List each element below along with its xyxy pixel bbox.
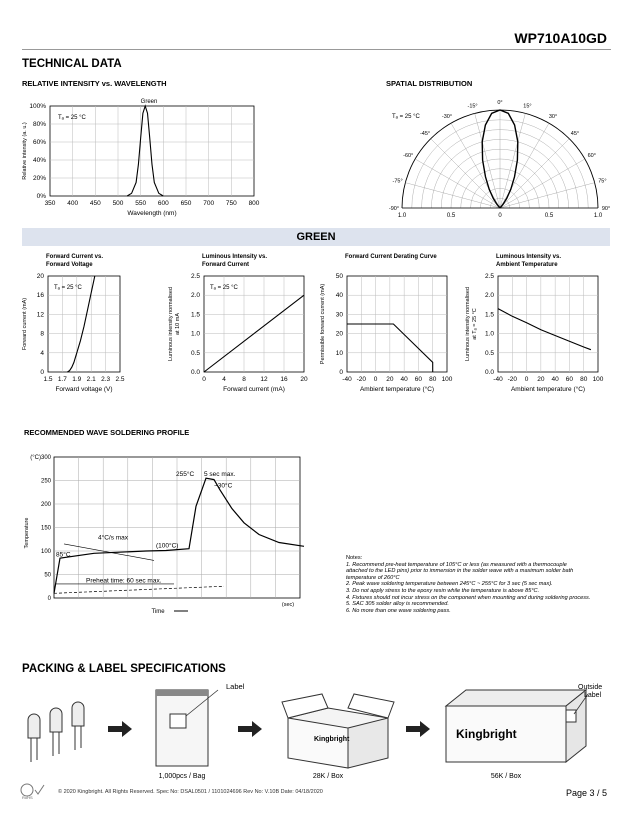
angle-label: 90° — [601, 206, 611, 212]
x-axis-label: Wavelength (nm) — [127, 210, 177, 217]
box2-brand: Kingbright — [456, 727, 517, 741]
angle-label: 0° — [497, 100, 503, 106]
y-axis-label: at Tₐ = 25 °C — [472, 308, 478, 340]
x-tick-label: 350 — [44, 200, 56, 207]
x-axis-label: Ambient temperature (°C) — [510, 386, 586, 393]
x-tick-label: 400 — [67, 200, 79, 207]
y-tick-label: 40 — [335, 292, 343, 300]
condition-label: Tₐ = 25 °C — [210, 285, 238, 291]
x-tick-label: 0 — [202, 376, 206, 383]
y-tick-label: 16 — [36, 292, 44, 300]
box-28k-icon — [282, 694, 394, 768]
rohs-icon — [20, 782, 50, 800]
ramp-annotation: 4°C/s max — [98, 534, 129, 542]
y-tick-label: 50 — [44, 572, 51, 579]
x-tick-label: 550 — [135, 200, 147, 207]
radial-tick-label: 0.5 — [544, 213, 554, 219]
y-tick-label: 0 — [40, 369, 44, 376]
chart-title: Luminous Intensity vs. — [202, 254, 268, 260]
y-axis-label: Relative intensity (a. u.) — [22, 122, 28, 180]
x-axis-label: Forward voltage (V) — [55, 386, 113, 393]
x-tick-label: 20 — [386, 376, 394, 383]
soldering-notes — [346, 555, 616, 614]
chart-title: Ambient Temperature — [496, 262, 558, 268]
box1-caption: 28K / Box — [312, 773, 344, 780]
condition-label: Tₐ = 25 °C — [392, 114, 420, 120]
x-tick-label: 8 — [242, 376, 246, 383]
packing-illustration — [18, 680, 618, 780]
y-tick-label: 100% — [29, 103, 46, 110]
y-tick-label: 0 — [47, 596, 51, 602]
x-tick-label: 650 — [180, 200, 192, 207]
y-tick-label: 2.5 — [190, 273, 200, 280]
series-line — [127, 106, 163, 196]
radial-tick-label: 1.0 — [593, 213, 603, 219]
x-tick-label: 750 — [225, 200, 237, 207]
luminous-vs-temperature-chart — [463, 250, 613, 400]
note-item: 6. No more than one wave soldering pass. — [346, 607, 451, 614]
angle-label: 15° — [523, 103, 532, 110]
notes-title: Notes: — [346, 555, 363, 561]
preheat-temp-annotation: (100°C) — [156, 542, 179, 550]
plot-frame — [498, 276, 598, 372]
led-icons — [28, 702, 84, 762]
part-number: WP710A10GD — [514, 30, 607, 46]
angle-label: -30° — [441, 114, 453, 121]
epoxy-temp-annotation: 85°C — [56, 551, 71, 559]
y-tick-label: 50 — [335, 273, 343, 280]
x-tick-label: 2.3 — [101, 376, 111, 383]
current-derating-chart — [316, 250, 466, 400]
angle-label: 60° — [587, 153, 596, 159]
x-tick-label: 20 — [537, 376, 545, 383]
note-item: temperature of 260°C — [346, 574, 400, 581]
cooldown-dashed-line — [54, 586, 224, 593]
angle-label: 30° — [548, 114, 558, 121]
soldering-profile-chart — [18, 425, 338, 620]
x-tick-label: 2.5 — [115, 376, 125, 383]
angle-label: 45° — [570, 131, 580, 138]
box-56k-icon — [446, 690, 586, 762]
y-tick-label: 150 — [40, 525, 51, 532]
forward-current-voltage-chart — [18, 250, 158, 400]
outside-label-line2: Label — [584, 692, 602, 699]
x-tick-label: 12 — [260, 376, 268, 383]
radial-tick-label: 1.0 — [397, 213, 407, 219]
chart-title: Luminous Intensity vs. — [496, 254, 562, 260]
angle-label: -15° — [467, 103, 478, 110]
x-tick-label: -40 — [493, 376, 503, 383]
x-tick-label: -40 — [342, 376, 352, 383]
y-tick-label: 20 — [335, 330, 343, 338]
spatial-distribution-chart — [380, 74, 616, 224]
y-tick-label: 2.0 — [190, 292, 200, 300]
y-tick-label: 20 — [36, 273, 44, 280]
x-tick-label: 40 — [400, 376, 408, 383]
polar-spoke — [500, 183, 595, 208]
x-tick-label: 2.1 — [86, 376, 96, 383]
y-tick-label: 80% — [32, 121, 46, 128]
y-tick-label: 40% — [32, 157, 46, 164]
note-item: 1. Recommend pre-heat temperature of 105°C or less (as measured with a thermocouple — [346, 561, 567, 568]
x-axis-label: Time — [151, 609, 165, 615]
y-tick-label: 8 — [40, 330, 44, 338]
x-tick-label: 80 — [580, 376, 588, 383]
chart-title: SPATIAL DISTRIBUTION — [386, 79, 473, 88]
arrow-icon — [238, 721, 262, 737]
y-tick-label: 30 — [335, 311, 343, 319]
x-tick-label: 0 — [373, 376, 378, 383]
x-tick-label: 100 — [592, 376, 604, 383]
condition-label: Tₐ = 25 °C — [54, 285, 82, 291]
temperature-curve — [54, 478, 304, 593]
polar-spoke — [431, 139, 500, 208]
y-axis-label: Luminous intensity normalised — [465, 287, 471, 361]
angle-label: -90° — [388, 206, 400, 212]
bag-seal — [156, 690, 208, 696]
y-tick-label: 250 — [40, 478, 51, 485]
x-tick-label: 4 — [222, 376, 226, 383]
rohs-text: RoHS — [22, 795, 33, 800]
label-callout: Label — [226, 682, 245, 691]
condition-label: Tₐ = 25 °C — [58, 115, 86, 121]
x-tick-label: 40 — [551, 376, 559, 383]
y-tick-label: 1.5 — [484, 311, 494, 319]
chart-title: RECOMMENDED WAVE SOLDERING PROFILE — [24, 428, 190, 437]
y-tick-label: 60% — [32, 139, 46, 146]
arrow-icon — [108, 721, 132, 737]
note-item: attached to the LED pins) prior to immersion in the solder wave with a maximum solder bath — [346, 568, 574, 575]
y-tick-label: 0% — [36, 193, 46, 200]
y-tick-label: 1.5 — [190, 311, 200, 319]
x-tick-label: 0 — [524, 376, 529, 383]
x-tick-label: 700 — [203, 200, 215, 207]
y-tick-label: 2.5 — [484, 273, 494, 280]
y-axis-label: at 10 mA — [175, 312, 181, 336]
x-tick-label: 100 — [441, 376, 453, 383]
box2-caption: 56K / Box — [490, 773, 522, 780]
x-axis-label: Forward current (mA) — [223, 386, 285, 393]
y-tick-label: 12 — [36, 311, 44, 319]
angle-label: -60° — [403, 153, 414, 159]
x-tick-label: 600 — [157, 200, 169, 207]
slope-arrow — [64, 544, 154, 560]
angle-label: 75° — [598, 178, 607, 185]
y-tick-label: 20% — [32, 175, 46, 182]
polar-spoke — [405, 183, 500, 208]
luminous-vs-current-chart — [166, 250, 316, 400]
relative-intensity-chart — [16, 74, 276, 222]
y-tick-label: 1.0 — [190, 330, 200, 338]
x-tick-label: 1.5 — [43, 376, 53, 383]
note-item: 3. Do not apply stress to the epoxy resin while the temperature is above 85°C. — [346, 587, 540, 594]
arrow-icon — [406, 721, 430, 737]
x-axis-label: Ambient temperature (°C) — [359, 386, 435, 393]
preheat-time-annotation: Preheat time: 60 sec max. — [86, 577, 162, 585]
polar-spoke — [500, 113, 525, 208]
y-tick-label: 2.0 — [484, 292, 494, 300]
y-axis-label: Forward current (mA) — [22, 297, 28, 351]
delta-annotation: ~30°C — [214, 482, 233, 490]
footer-text: © 2020 Kingbright. All Rights Reserved. Spec No: DSAL0501 / 1101024696 Rev No: V.10B Date: 04/18/2020 — [58, 789, 323, 795]
led-icon — [72, 702, 84, 750]
chart-title: RELATIVE INTENSITY vs. WAVELENGTH — [22, 79, 167, 88]
green-section-bar — [22, 228, 610, 246]
y-axis-label: Temperature — [24, 517, 30, 549]
packing-title: PACKING & LABEL SPECIFICATIONS — [22, 663, 226, 675]
x-tick-label: 16 — [280, 376, 288, 383]
y-tick-label: (°C)300 — [30, 455, 51, 461]
led-icon — [28, 714, 40, 762]
y-tick-label: 0.5 — [190, 349, 200, 357]
page-number: Page 3 / 5 — [565, 788, 607, 798]
chart-title: Forward Current vs. — [46, 254, 104, 260]
polar-spoke — [475, 113, 500, 208]
chart-title: Forward Voltage — [46, 262, 93, 268]
x-tick-label: 500 — [112, 200, 124, 207]
y-tick-label: 1.0 — [484, 330, 494, 338]
chart-title: Forward Current Derating Curve — [345, 254, 437, 260]
y-tick-label: 0.0 — [484, 369, 494, 376]
x-tick-label: 60 — [414, 376, 423, 383]
polar-spoke — [500, 139, 569, 208]
y-tick-label: 100 — [40, 549, 51, 555]
green-label: GREEN — [296, 231, 336, 243]
y-tick-label: 0 — [339, 369, 343, 376]
led-icon — [50, 708, 62, 756]
x-tick-label: 80 — [429, 376, 437, 383]
outside-label-line1: Outside — [578, 684, 603, 691]
peak-annotation: 255°C — [176, 471, 195, 479]
y-axis-label: Luminous intensity normalised — [168, 287, 174, 361]
x-tick-label: 20 — [300, 376, 308, 383]
x-tick-label: -20 — [356, 376, 366, 383]
y-axis-label: Permissible forward current (mA) — [320, 283, 326, 365]
note-item: 5. SAC 305 solder alloy is recommended. — [346, 601, 449, 608]
x-tick-label: 60 — [565, 376, 574, 383]
x-tick-label: 1.9 — [72, 376, 82, 383]
bag-caption: 1,000pcs / Bag — [158, 773, 206, 780]
note-item: 2. Peak wave soldering temperature between 245°C ~ 255°C for 3 sec (5 sec max). — [346, 581, 553, 588]
technical-data-title: TECHNICAL DATA — [22, 58, 122, 70]
y-tick-label: 10 — [335, 349, 343, 357]
angle-label: -45° — [419, 131, 431, 138]
x-tick-label: -20 — [507, 376, 517, 383]
chart-title: Forward Current — [202, 262, 250, 268]
angle-label: -75° — [392, 178, 403, 185]
box1-brand: Kingbright — [314, 736, 350, 743]
x-tick-label: 450 — [89, 200, 101, 207]
y-tick-label: 0.5 — [484, 349, 494, 357]
radial-tick-label: 0 — [498, 213, 502, 219]
series-annotation: Green — [140, 99, 158, 105]
y-tick-label: 4 — [40, 349, 44, 357]
series-line — [498, 309, 591, 350]
x-tick-label: 800 — [248, 200, 260, 207]
y-tick-label: 200 — [40, 502, 51, 508]
note-item: 4. Fixtures should not incur stress on the component when mounting and during soldering process. — [346, 594, 591, 601]
bag-label-box — [170, 714, 186, 728]
y-tick-label: 0.0 — [190, 369, 200, 376]
x-tick-label: 1.7 — [57, 376, 67, 383]
time-unit-label: (sec) — [281, 602, 295, 608]
header-divider — [22, 49, 611, 50]
radial-tick-label: 0.5 — [446, 213, 456, 219]
duration-annotation: 5 sec max. — [204, 471, 236, 479]
